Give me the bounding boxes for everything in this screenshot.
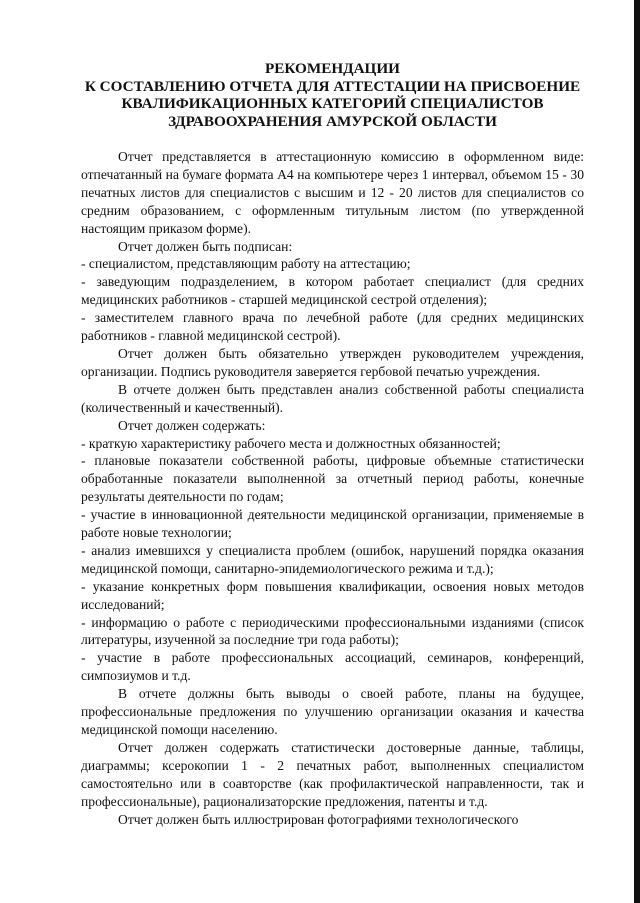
paragraph-approval: Отчет должен быть обязательно утвержден руководителем учреждения, организации. Подпись руководителя заверяется гербовой печатью учреждения. — [81, 345, 584, 379]
paragraph-contents-heading: Отчет должен содержать: — [118, 417, 266, 433]
paragraph-conclusions: В отчете должны быть выводы о своей работе, планы на будущее, профессиональные предложения по улучшению организации оказания и качества медицинской помощи населению. — [81, 686, 584, 737]
list-item-innovation: - участие в инновационной деятельности медицинской организации, применяемые в работе новые технологии; — [81, 507, 584, 541]
document-body — [81, 148, 584, 828]
scan-edge — [634, 0, 640, 903]
paragraph-report-format: Отчет представляется в аттестационную комиссию в оформленном виде: отпечатанный на бумаге формата А4 на компьютере через 1 интервал, объемом 15 - 30 печатных листов для специалистов с высшим и 12 - 20 листов для специалистов со средним образованием, с оформленным титульным листом (по утвержденной настоящим приказом форме). — [81, 149, 584, 236]
list-item-periodicals: - информацию о работе с периодическими профессиональными изданиями (список литературы, изученной за последние три года работы); — [81, 614, 584, 648]
paragraph-statistics: Отчет должен содержать статистически достоверные данные, таблицы, диаграммы; ксерокопии 1 - 2 печатных работ, выполненных специалистом самостоятельно или в соавторстве (как профилактической направленности, так и профессиональные), рационализаторские предложения, патенты и т.д. — [81, 739, 584, 809]
document-title — [60, 60, 605, 130]
list-item-workplace: - краткую характеристику рабочего места и должностных обязанностей; — [81, 435, 501, 451]
title-line-2: К СОСТАВЛЕНИЮ ОТЧЕТА ДЛЯ АТТЕСТАЦИИ НА ПРИСВОЕНИЕ — [84, 77, 581, 95]
list-item-department-head: - заведующим подразделением, в котором работает специалист (для средних медицинских работников - старшей медицинской сестрой отделения); — [81, 274, 584, 308]
list-item-problems: - анализ имевшихся у специалиста проблем (ошибок, нарушений порядка оказания медицинской помощи, санитарно-эпидемиологического режима и т.д.); — [81, 542, 584, 576]
paragraph-photos: Отчет должен быть иллюстрирован фотографиями технологического — [118, 811, 519, 827]
title-line-1: РЕКОМЕНДАЦИИ — [265, 60, 400, 77]
paragraph-signatures-heading: Отчет должен быть подписан: — [118, 238, 293, 254]
list-item-specialist: - специалистом, представляющим работу на аттестацию; — [81, 256, 411, 272]
title-line-4: ЗДРАВООХРАНЕНИЯ АМУРСКОЙ ОБЛАСТИ — [168, 112, 497, 130]
paragraph-analysis: В отчете должен быть представлен анализ собственной работы специалиста (количественный и качественный). — [81, 381, 584, 415]
list-item-qualification: - указание конкретных форм повышения квалификации, освоения новых методов исследований; — [81, 578, 584, 612]
list-item-indicators: - плановые показатели собственной работы, цифровые объемные статистически обработанные показатели выполненной за отчетный период работы, конечные результаты деятельности по годам; — [81, 453, 584, 505]
list-item-deputy-chief: - заместителем главного врача по лечебной работе (для средних медицинских работников - главной медицинской сестрой). — [81, 310, 584, 344]
title-line-3: КВАЛИФИКАЦИОННЫХ КАТЕГОРИЙ СПЕЦИАЛИСТОВ — [121, 95, 544, 112]
list-item-associations: - участие в работе профессиональных ассоциаций, семинаров, конференций, симпозиумов и т.д. — [81, 650, 584, 684]
